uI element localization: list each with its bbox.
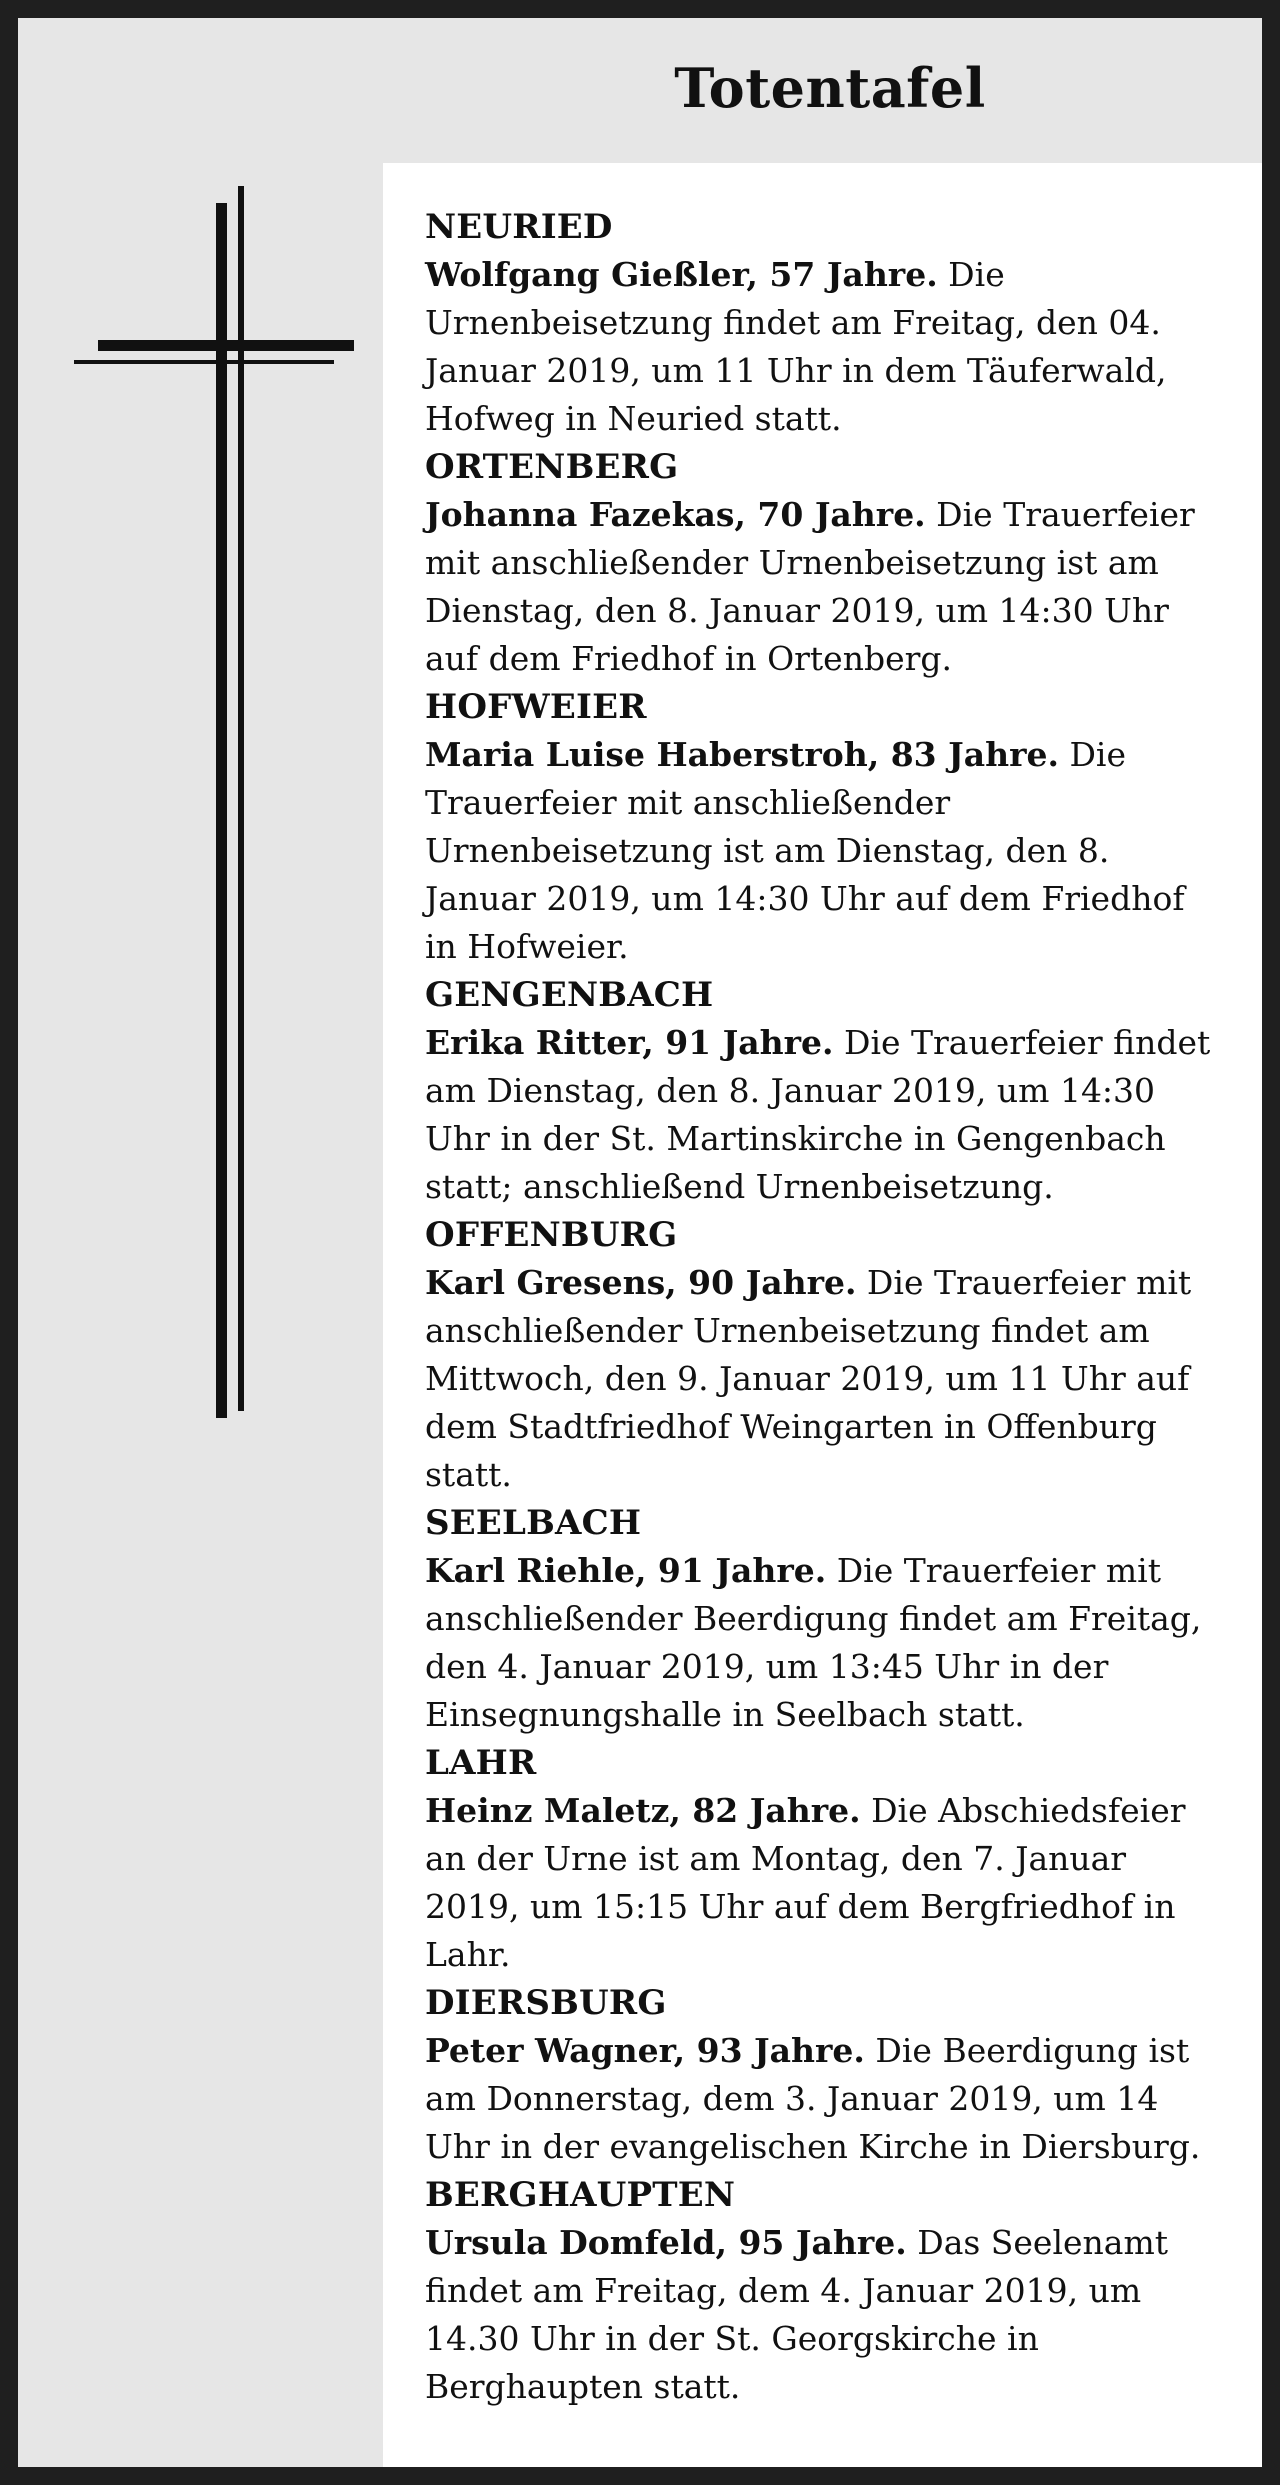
entry-details: Die Trauerfeier mit anschließender Urnenbeisetzung ist am Dienstag, den 8. Januar 2019, um 14:30 Uhr auf dem Friedhof in Ortenberg.: [425, 495, 1195, 678]
entry-details: Die Trauerfeier findet am Dienstag, den 8. Januar 2019, um 14:30 Uhr in der St. Martinskirche in Gengenbach statt; anschließend Urnenbeisetzung.: [425, 1023, 1211, 1206]
entry-text: [425, 1547, 1226, 1739]
entry-details: Die Abschiedsfeier an der Urne ist am Montag, den 7. Januar 2019, um 15:15 Uhr auf dem Bergfriedhof in Lahr.: [425, 1791, 1186, 1974]
entry-details: Das Seelenamt findet am Freitag, dem 4. Januar 2019, um 14.30 Uhr in der St. Georgskirche in Berghaupten statt.: [425, 2223, 1169, 2406]
entry-name: Erika Ritter, 91 Jahre.: [425, 1023, 834, 1062]
entry-place: BERGHAUPTEN: [425, 2175, 736, 2215]
entry-place: HOFWEIER: [425, 687, 647, 727]
obituary-entry: [425, 683, 1226, 971]
entry-text: [425, 2027, 1226, 2171]
entry-name: Karl Gresens, 90 Jahre.: [425, 1263, 857, 1302]
entry-text: [425, 491, 1226, 683]
obituary-entry: [425, 971, 1226, 1211]
obituary-entry: [425, 203, 1226, 443]
page-title: Totentafel: [674, 56, 986, 120]
obituary-panel: [18, 18, 1262, 2467]
entry-name: Johanna Fazekas, 70 Jahre.: [425, 495, 926, 534]
entry-place: GENGENBACH: [425, 975, 714, 1015]
cross-icon: [54, 168, 354, 1422]
obituary-entry: [425, 1739, 1226, 1979]
entry-name: Maria Luise Haberstroh, 83 Jahre.: [425, 735, 1059, 774]
entry-details: Die Trauerfeier mit anschließender Urnenbeisetzung findet am Mittwoch, den 9. Januar 2019, um 11 Uhr auf dem Stadtfriedhof Weingarten in Offenburg statt.: [425, 1263, 1192, 1494]
entry-details: Die Beerdigung ist am Donnerstag, dem 3. Januar 2019, um 14 Uhr in der evangelischen Kirche in Diersburg.: [425, 2031, 1201, 2166]
entry-name: Peter Wagner, 93 Jahre.: [425, 2031, 865, 2070]
obituary-entry: [425, 1211, 1226, 1499]
entry-details: Die Trauerfeier mit anschließender Urnenbeisetzung ist am Dienstag, den 8. Januar 2019, um 14:30 Uhr auf dem Friedhof in Hofweier.: [425, 735, 1185, 966]
obituary-list: [383, 163, 1262, 2467]
obituary-entry: [425, 443, 1226, 683]
entry-text: [425, 731, 1226, 971]
entry-details: Die Urnenbeisetzung findet am Freitag, den 04. Januar 2019, um 11 Uhr in dem Täuferwald, Hofweg in Neuried statt.: [425, 255, 1167, 438]
entry-name: Ursula Domfeld, 95 Jahre.: [425, 2223, 907, 2262]
entry-text: [425, 2219, 1226, 2411]
entry-place: ORTENBERG: [425, 447, 679, 487]
entry-text: [425, 1259, 1226, 1499]
obituary-entry: [425, 1499, 1226, 1739]
entry-text: [425, 1019, 1226, 1211]
entry-name: Wolfgang Gießler, 57 Jahre.: [425, 255, 938, 294]
entry-place: NEURIED: [425, 207, 613, 247]
entry-place: OFFENBURG: [425, 1215, 678, 1255]
entry-details: Die Trauerfeier mit anschließender Beerdigung findet am Freitag, den 4. Januar 2019, um 13:45 Uhr in der Einsegnungshalle in Seelbach statt.: [425, 1551, 1202, 1734]
entry-text: [425, 251, 1226, 443]
entry-place: SEELBACH: [425, 1503, 642, 1543]
entry-name: Karl Riehle, 91 Jahre.: [425, 1551, 827, 1590]
entry-place: LAHR: [425, 1743, 537, 1783]
entry-name: Heinz Maletz, 82 Jahre.: [425, 1791, 861, 1830]
obituary-entry: [425, 1979, 1226, 2171]
entry-place: DIERSBURG: [425, 1983, 667, 2023]
entry-text: [425, 1787, 1226, 1979]
obituary-entry: [425, 2171, 1226, 2411]
